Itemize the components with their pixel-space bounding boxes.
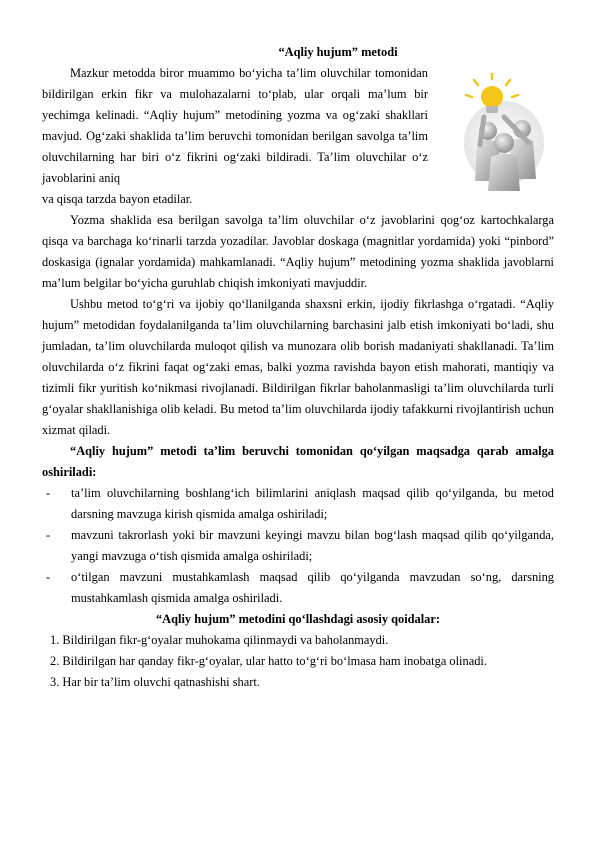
list-item bbox=[42, 483, 554, 525]
application-list bbox=[42, 483, 554, 609]
list-item-text: ta’lim oluvchilarning boshlang‘ich bilimlarini aniqlash maqsad qilib qo‘yilganda, bu metod darsning mavzuga kirish qismida amalga oshiriladi; bbox=[71, 486, 554, 521]
paragraph-application-heading: “Aqliy hujum” metodi ta’lim beruvchi tomonidan qo‘yilgan maqsadga qarab amalga oshiriladi: bbox=[42, 444, 554, 479]
intro-section bbox=[42, 63, 554, 210]
list-item-text: o‘tilgan mavzuni mustahkamlash maqsad qilib qo‘yilganda mavzudan so‘ng, darsning mustahkamlash qismida amalga oshiriladi. bbox=[71, 570, 554, 605]
dash-marker: - bbox=[46, 528, 51, 542]
rule-item: 1. Bildirilgan fikr-g‘oyalar muhokama qilinmaydi va baholanmaydi. bbox=[50, 633, 389, 647]
rules-list bbox=[42, 630, 554, 693]
paragraph-benefits: Ushbu metod to‘g‘ri va ijobiy qo‘llanilganda shaxsni erkin, ijodiy fikrlashga o‘rgatadi. “Aqliy hujum” metodidan foydalanilganda ta’lim oluvchilarning barchasini jalb etish imkoniyati bo‘ladi, shu jumladan, ta’lim oluvchilarda muloqot qilish va munozara olib borish madaniyati shakllanadi. Ta’lim oluvchilarda o‘z fikrini faqat og‘zaki emas, balki yozma ravishda bayon etish mahorati, mantiqiy va tizimli fikr yuritish ko‘nikmasi rivojlanadi. Bildirilgan fikrlar baholanmasligi ta’lim oluvchilarda turli g‘oyalar shakllanishiga olib keladi. Bu metod ta’lim oluvchilarda ijodiy tafakkurni rivojlantirish uchun xizmat qiladi. bbox=[42, 297, 554, 437]
list-item bbox=[42, 567, 554, 609]
rule-item: 3. Har bir ta’lim oluvchi qatnashishi shart. bbox=[50, 675, 260, 689]
list-item bbox=[42, 525, 554, 567]
document-title: “Aqliy hujum” metodi bbox=[278, 45, 398, 59]
dash-marker: - bbox=[46, 570, 51, 584]
list-item-text: mavzuni takrorlash yoki bir mavzuni keyingi mavzu bilan bog‘lash maqsad qilib qo‘yilganda, yangi mavzuga o‘tish qismida amalga oshiriladi; bbox=[71, 528, 554, 563]
intro-paragraph: Mazkur metodda biror muammo bo‘yicha ta’lim oluvchilar tomonidan bildirilgan erkin fikr va mulohazalarni to‘plab, ular orqali ma’lum bir yechimga kelinadi. “Aqliy hujum” metodining yozma va og‘zaki shakllari mavjud. Og‘zaki shaklida ta’lim beruvchi tomonidan berilgan savolga ta’lim oluvchilarning har biri o‘z fikrini og‘zaki bildiradi. Ta’lim oluvchilar o‘z javoblarini aniq bbox=[42, 66, 428, 185]
intro-paragraph-tail: va qisqa tarzda bayon etadilar. bbox=[42, 192, 193, 206]
rule-item: 2. Bildirilgan har qanday fikr-g‘oyalar, ular hatto to‘g‘ri bo‘lmasa ham inobatga olinadi. bbox=[50, 654, 487, 668]
brainstorm-people-lightbulb-icon bbox=[444, 73, 554, 193]
rules-heading: “Aqliy hujum” metodini qo‘llashdagi asosiy qoidalar: bbox=[155, 612, 440, 626]
document-page bbox=[42, 42, 554, 693]
dash-marker: - bbox=[46, 486, 51, 500]
paragraph-written-form: Yozma shaklida esa berilgan savolga ta’lim oluvchilar o‘z javoblarini qog‘oz kartochkalarga qisqa va barchaga ko‘rinarli tarzda yozadilar. Javoblar doskaga (magnitlar yordamida) yoki “pinbord” doskasiga (ignalar yordamida) mahkamlanadi. “Aqliy hujum” metodining yozma shaklida javoblarni ma’lum belgilar bo‘yicha guruhlab chiqish imkoniyati mavjuddir. bbox=[42, 213, 554, 290]
